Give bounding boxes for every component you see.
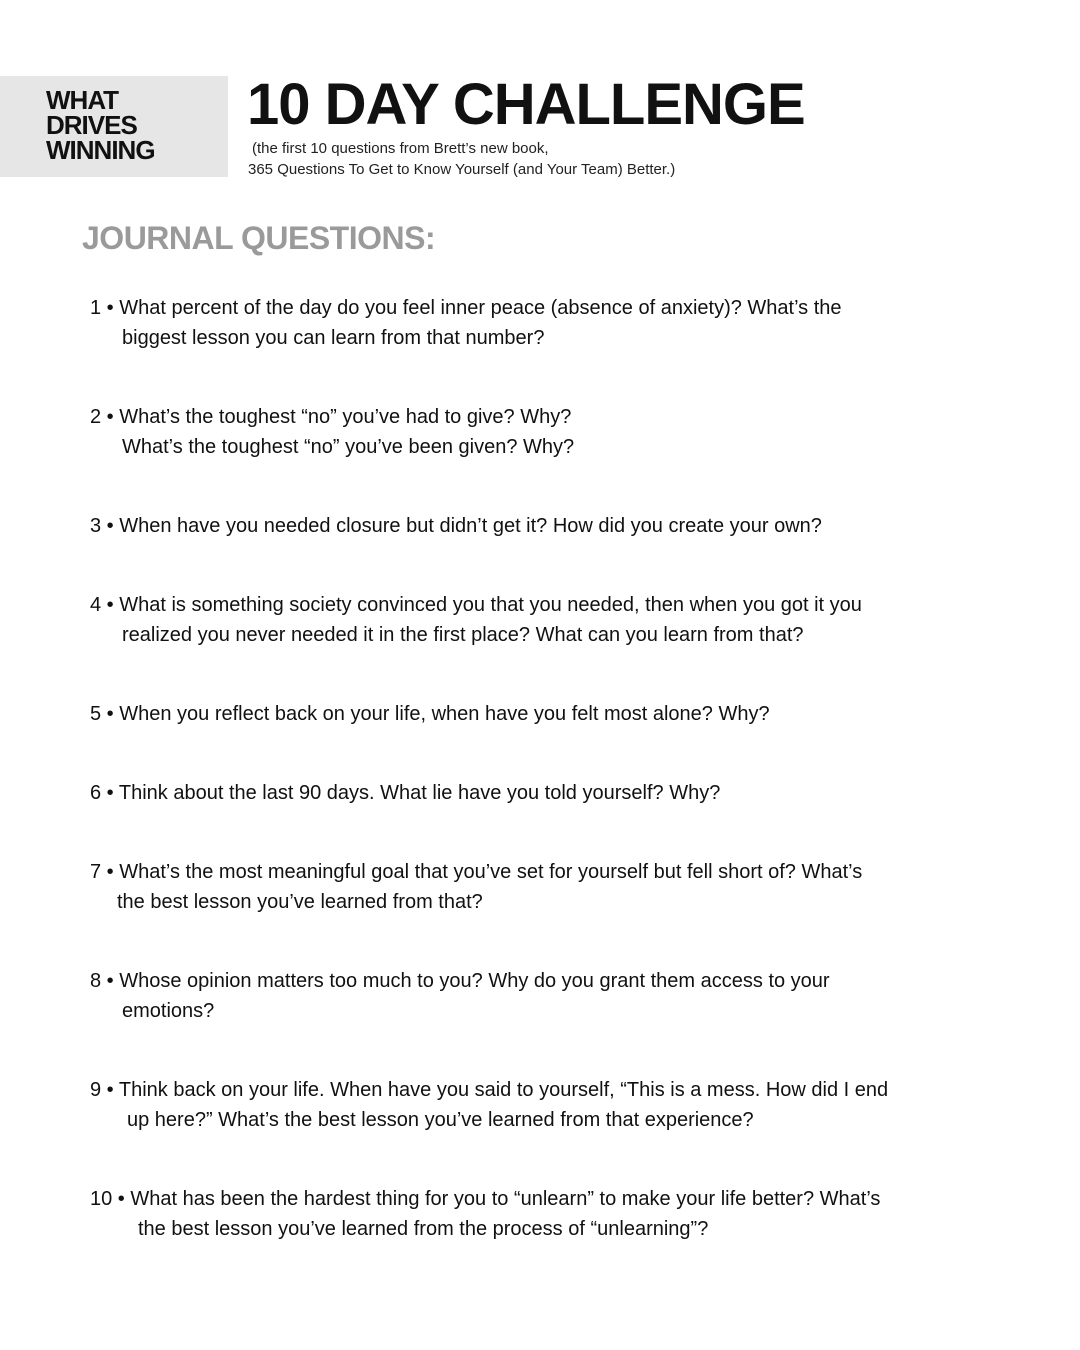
question-line: 5 • When you reflect back on your life, when have you felt most alone? Why? (90, 703, 770, 725)
question-item (90, 590, 862, 650)
section-title: JOURNAL QUESTIONS: (82, 220, 436, 256)
logo-line: WINNING (46, 135, 155, 165)
question-line: emotions? (122, 1000, 215, 1022)
question-item (90, 511, 822, 541)
brand-logo (0, 76, 228, 177)
logo-line: WHAT (46, 85, 119, 115)
question-line: biggest lesson you can learn from that number? (122, 327, 545, 349)
question-item (90, 1075, 888, 1135)
question-line: 8 • Whose opinion matters too much to you? Why do you grant them access to your (90, 970, 830, 992)
question-line: 4 • What is something society convinced you that you needed, then when you got it you (90, 594, 862, 616)
question-line: 7 • What’s the most meaningful goal that you’ve set for yourself but fell short of? What’s (90, 861, 863, 883)
logo-line: DRIVES (46, 110, 137, 140)
question-line: 2 • What’s the toughest “no” you’ve had to give? Why? (90, 406, 572, 428)
question-line: What’s the toughest “no” you’ve been given? Why? (122, 436, 575, 458)
question-line: 6 • Think about the last 90 days. What lie have you told yourself? Why? (90, 782, 721, 804)
question-line: the best lesson you’ve learned from that? (117, 891, 483, 913)
question-item (90, 402, 574, 462)
question-line: realized you never needed it in the first place? What can you learn from that? (122, 624, 804, 646)
subtitle-line-1: (the first 10 questions from Brett’s new book, (252, 140, 549, 157)
question-line: 9 • Think back on your life. When have you said to yourself, “This is a mess. How did I end (90, 1079, 889, 1101)
question-item (90, 1184, 880, 1244)
question-item (90, 778, 720, 808)
question-item (90, 293, 842, 353)
question-item (90, 857, 862, 917)
question-item (90, 966, 830, 1026)
question-line: 10 • What has been the hardest thing for you to “unlearn” to make your life better? What’s (90, 1188, 881, 1210)
question-line: 3 • When have you needed closure but didn’t get it? How did you create your own? (90, 515, 822, 537)
question-line: 1 • What percent of the day do you feel inner peace (absence of anxiety)? What’s the (90, 297, 842, 319)
question-line: the best lesson you’ve learned from the process of “unlearning”? (138, 1218, 709, 1240)
question-item (90, 699, 770, 729)
page-title: 10 DAY CHALLENGE (247, 72, 805, 137)
question-line: up here?” What’s the best lesson you’ve learned from that experience? (127, 1109, 754, 1131)
subtitle-line-2: 365 Questions To Get to Know Yourself (and Your Team) Better.) (248, 161, 676, 178)
